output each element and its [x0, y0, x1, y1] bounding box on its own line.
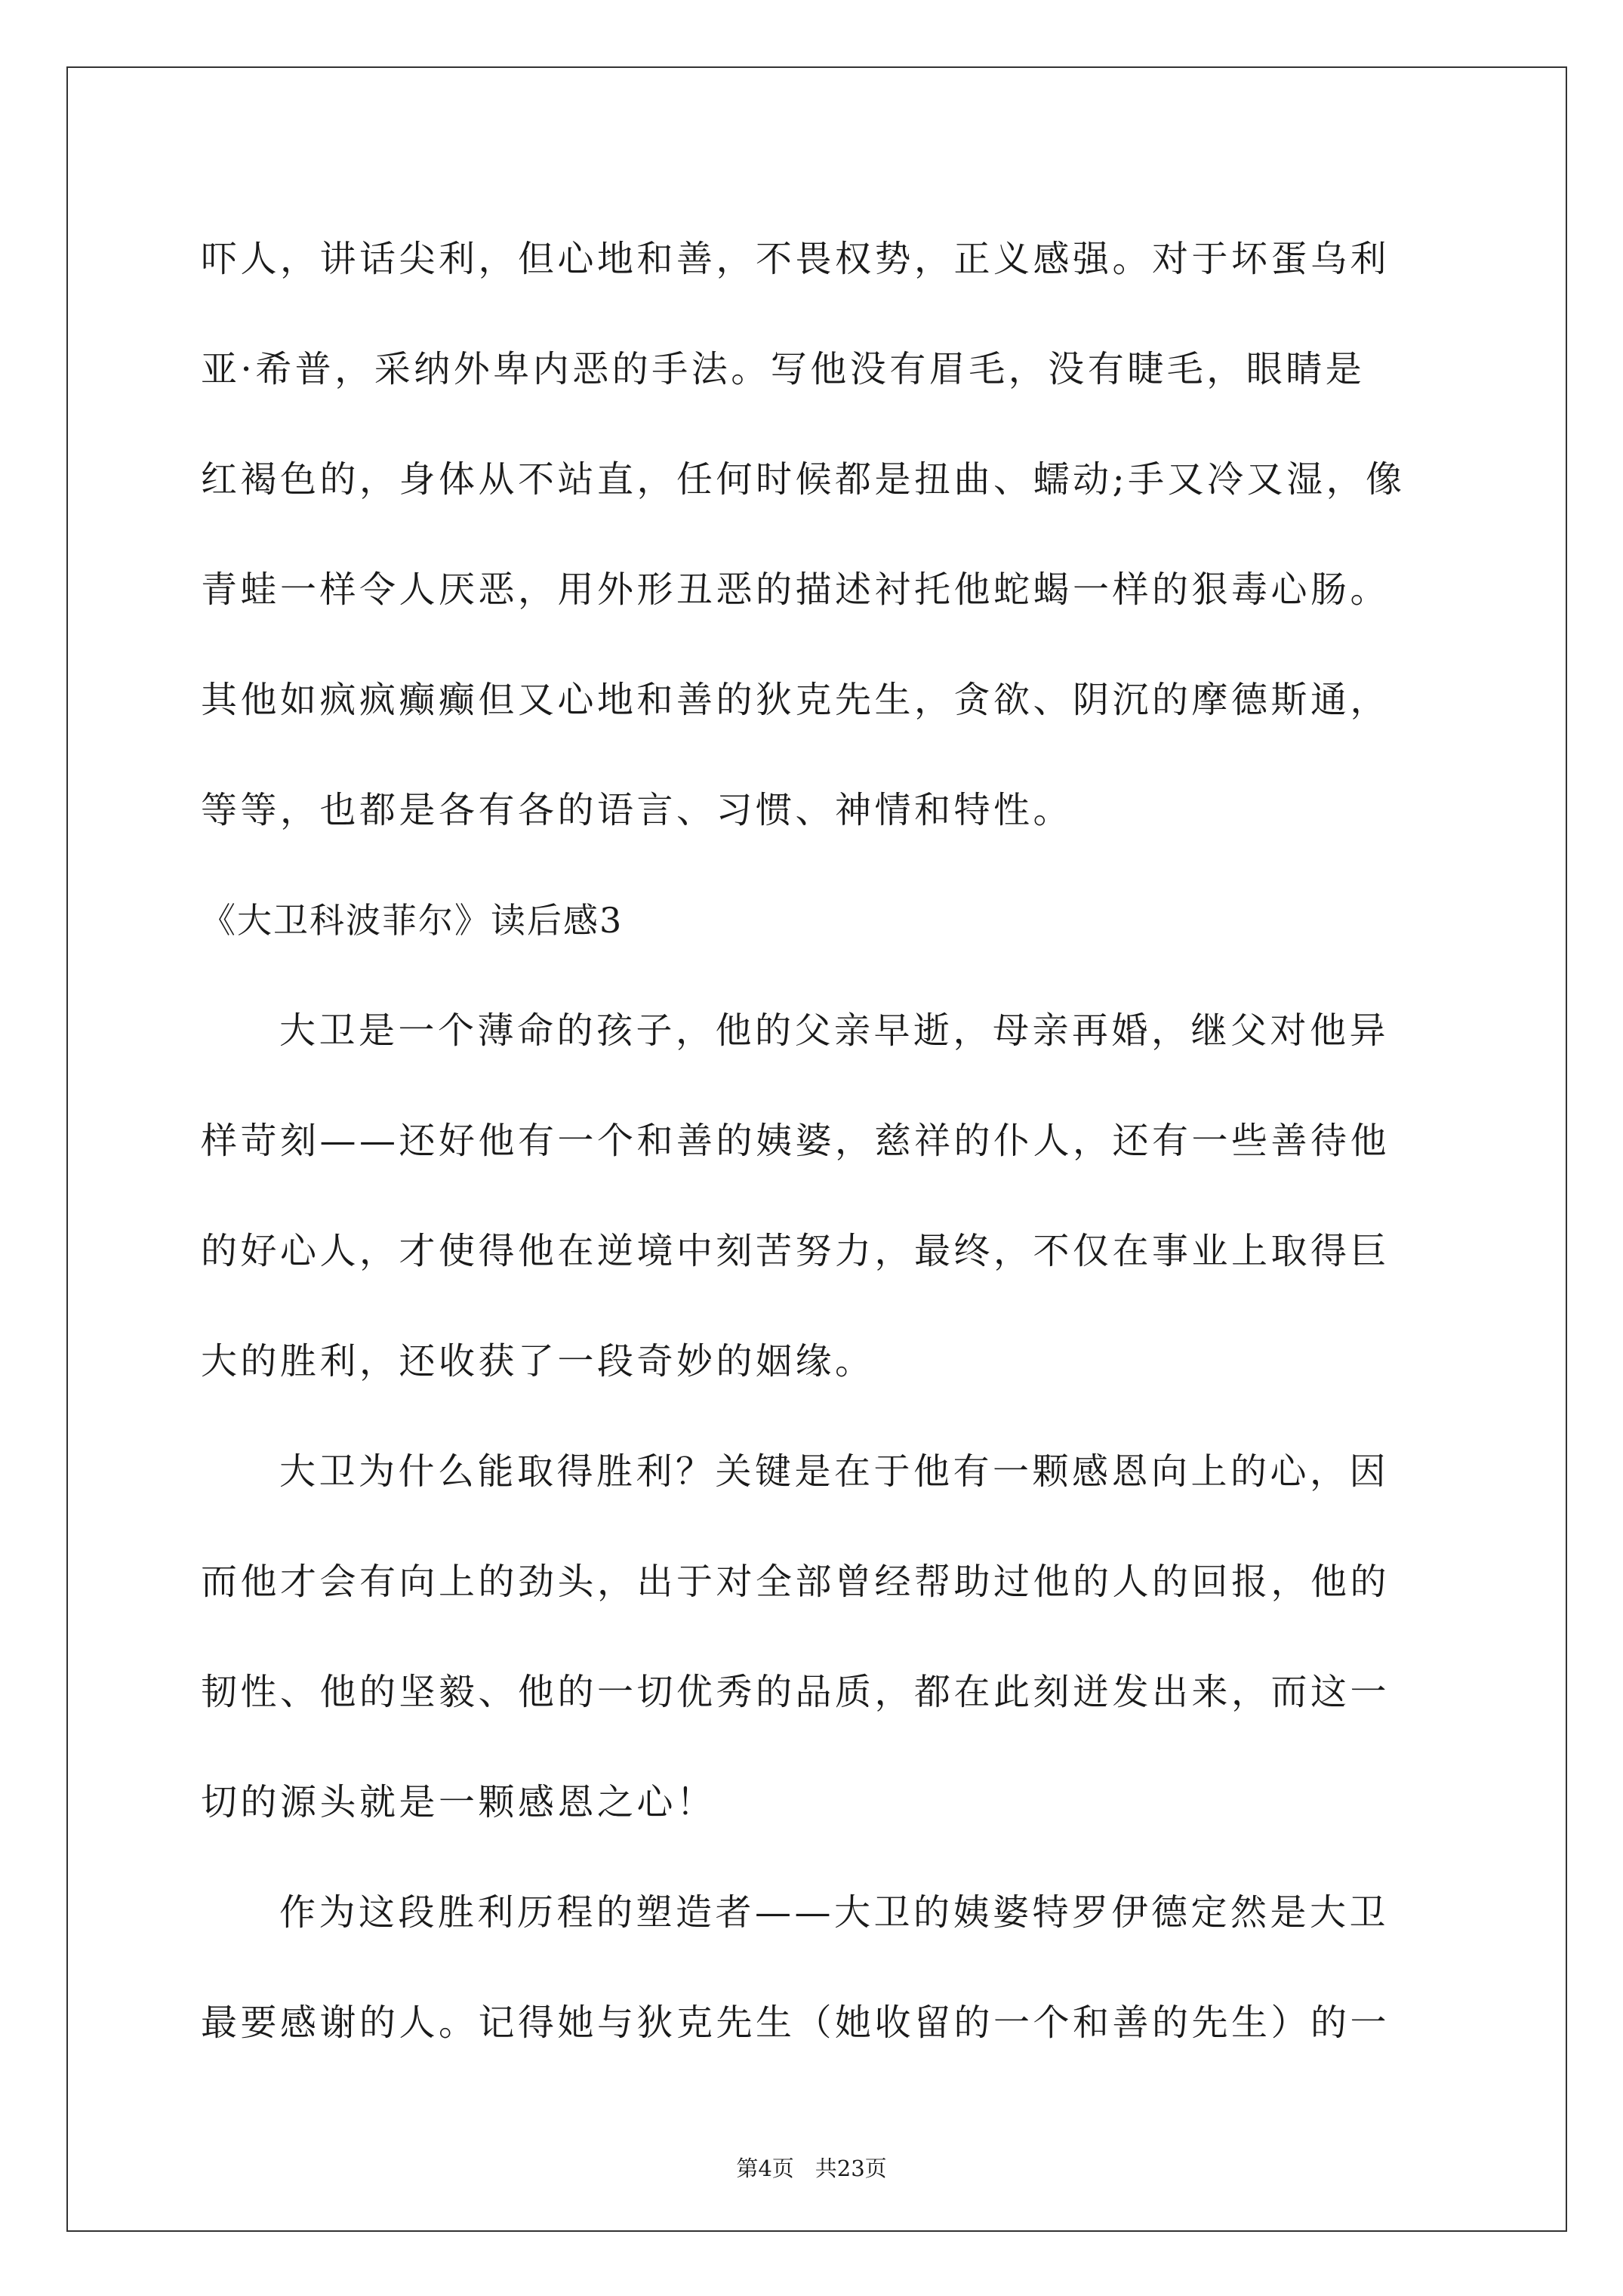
paragraph [201, 975, 1431, 1416]
text-line: 作为这段胜利历程的塑造者——大卫的姨婆特罗伊德定然是大卫 [279, 1891, 1390, 1934]
page-number: 第4页 [736, 2156, 794, 2181]
text-line: 样苛刻——还好他有一个和善的姨婆，慈祥的仆人，还有一些善待他 [201, 1120, 1390, 1162]
page-total: 共23页 [815, 2156, 887, 2181]
text-line: 的好心人，才使得他在逆境中刻苦努力，最终，不仅在事业上取得巨 [201, 1230, 1390, 1272]
text-line: 大卫是一个薄命的孩子，他的父亲早逝，母亲再婚，继父对他异 [279, 1009, 1390, 1052]
paragraph [201, 1857, 1431, 2078]
document-body [201, 204, 1431, 2078]
text-line: 最要感谢的人。记得她与狄克先生（她收留的一个和善的先生）的一 [201, 2002, 1390, 2044]
text-line: 红褐色的，身体从不站直，任何时候都是扭曲、蠕动;手又冷又湿，像 [201, 458, 1406, 501]
text-line: 等等，也都是各有各的语言、习惯、神情和特性。 [201, 789, 1073, 831]
text-line: 其他如疯疯癫癫但又心地和善的狄克先生，贪欲、阴沉的摩德斯通， [201, 679, 1390, 721]
text-line: 韧性、他的坚毅、他的一切优秀的品质，都在此刻迸发出来，而这一 [201, 1671, 1390, 1713]
text-line: 青蛙一样令人厌恶，用外形丑恶的描述衬托他蛇蝎一样的狠毒心肠。 [201, 569, 1390, 611]
text-line: 而他才会有向上的劲头，出于对全部曾经帮助过他的人的回报，他的 [201, 1561, 1390, 1603]
text-line: 吓人，讲话尖利，但心地和善，不畏权势，正义感强。对于坏蛋乌利 [201, 238, 1390, 280]
paragraph [201, 1416, 1431, 1857]
section-heading: 《大卫科波菲尔》读后感3 [201, 900, 624, 941]
text-line: 大的胜利，还收获了一段奇妙的姻缘。 [201, 1340, 875, 1382]
page-footer [0, 2153, 1623, 2184]
text-line: 亚·希普，采纳外卑内恶的手法。写他没有眉毛，没有睫毛，眼睛是 [201, 348, 1366, 390]
text-line: 大卫为什么能取得胜利？关键是在于他有一颗感恩向上的心，因 [279, 1450, 1390, 1493]
text-line: 切的源头就是一颗感恩之心！ [201, 1781, 716, 1823]
